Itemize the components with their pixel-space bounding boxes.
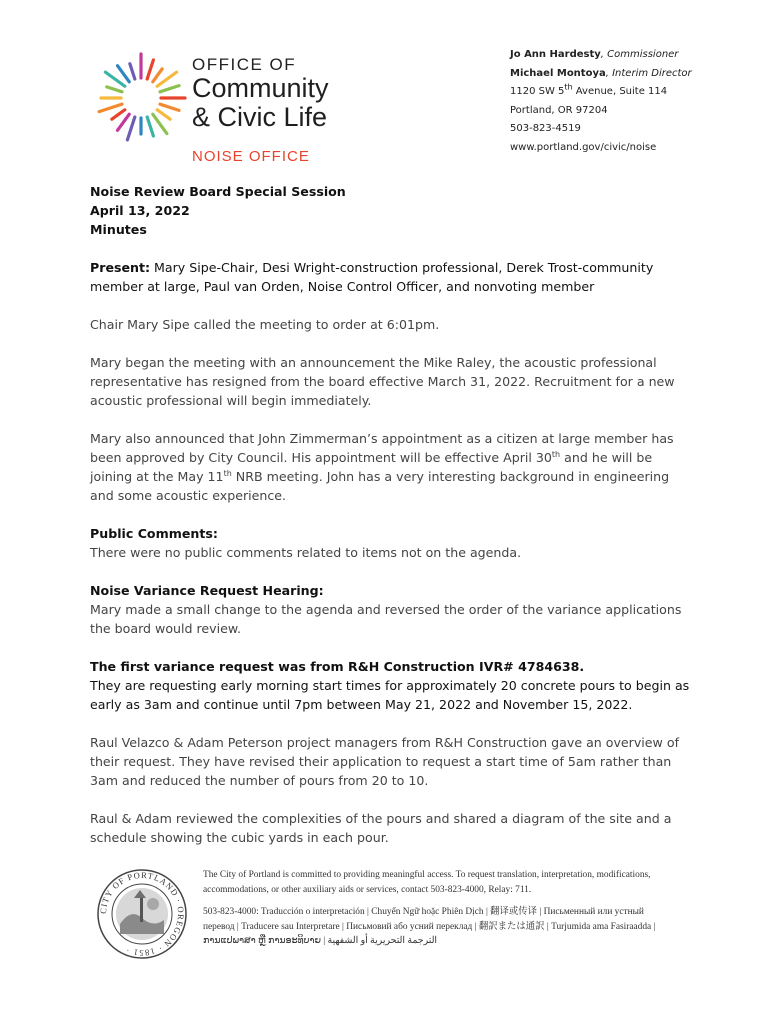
commissioner-name: Jo Ann Hardesty [510, 49, 601, 60]
seal-text: CITY OF PORTLAND · OREGON · 1851 · [97, 869, 187, 959]
director-title: , Interim Director [605, 67, 692, 79]
review-paragraph: Raul & Adam reviewed the complexities of the pours and shared a diagram of the site and a schedule showing the cubic yards in each pour. [90, 811, 672, 845]
first-request-text: They are requesting early morning start times for approximately 20 concrete pours to begin as early as 3am and continue until 7pm between May 21, 2022 and November 15, 2022. [90, 678, 690, 712]
logo-noise-office: NOISE OFFICE [192, 148, 310, 165]
burst-ray [99, 104, 122, 111]
appointment-text-3: NRB meeting. John has a very interesting background in engineering and some acoustic experience. [90, 469, 670, 503]
address-sup: th [564, 82, 573, 92]
first-request-heading: The first variance request was from R&H Construction IVR# 4784638. [90, 659, 585, 674]
burst-ray [117, 114, 129, 130]
public-comments-text: There were no public comments related to items not on the agenda. [90, 545, 522, 560]
burst-ray [117, 66, 129, 82]
doc-subtitle: Minutes [90, 222, 147, 237]
phone-line: 503-823-4519 [510, 123, 581, 134]
burst-ray [157, 110, 170, 119]
city-line: Portland, OR 97204 [510, 104, 608, 116]
overview-paragraph: Raul Velazco & Adam Peterson project managers from R&H Construction gave an overview of their request. They have revised their application to request a start time of 5am rather than 3am and reduced the number of pours from 20 to 10. [90, 735, 679, 788]
doc-title: Noise Review Board Special Session [90, 184, 346, 199]
appointment-text-2: and he will be joining at the May 11 [90, 450, 653, 484]
present-text: Mary Sipe-Chair, Desi Wright-construction professional, Derek Trost-community member at large, Paul van Orden, Noise Control Officer, and nonvoting member [90, 260, 654, 294]
logo-wordmark [192, 56, 329, 132]
burst-ray [127, 117, 134, 140]
doc-date: April 13, 2022 [90, 203, 190, 218]
commissioner-line [510, 46, 692, 65]
burst-ray [107, 87, 122, 92]
hearing-text: Mary made a small change to the agenda and reversed the order of the variance applications the board would review. [90, 602, 682, 636]
burst-ray [147, 60, 153, 79]
address-line [510, 83, 692, 102]
accessibility-footer [203, 868, 673, 949]
commissioner-title: , Commissioner [600, 49, 679, 60]
address-text: 1120 SW 5 [510, 86, 565, 97]
logo-office-of: OFFICE OF [192, 55, 297, 74]
city-seal-icon [96, 868, 188, 960]
appointment-text-1: Mary also announced that John Zimmerman’s appointment as a citizen at large member has been approved by City Council. His appointment will be effective April 30 [90, 431, 674, 465]
appointment-sup-2: th [223, 468, 232, 478]
burst-ray [112, 110, 125, 119]
burst-ray [130, 64, 135, 79]
logo-civic-life: & Civic Life [192, 102, 328, 132]
address-text-end: Avenue, Suite 114 [572, 86, 668, 97]
appointment-sup-1: th [551, 449, 561, 459]
logo-burst-icon [95, 40, 191, 160]
announcement-appointment [90, 429, 690, 505]
contact-block [510, 46, 692, 157]
logo-community: Community [192, 73, 329, 103]
website-link[interactable]: www.portland.gov/civic/noise [510, 141, 657, 153]
present-paragraph [90, 258, 690, 296]
burst-ray [147, 117, 153, 136]
doc-header [90, 182, 690, 239]
announcement-resignation: Mary began the meeting with an announcement the Mike Raley, the acoustic professional representative has resigned from the board effective March 31, 2022. Recruitment for a new acoustic professional will begin immediately. [90, 355, 675, 408]
public-comments-heading: Public Comments: [90, 526, 218, 541]
burst-ray [160, 86, 179, 92]
director-name: Michael Montoya [510, 67, 606, 79]
hearing-heading: Noise Variance Request Hearing: [90, 583, 324, 598]
present-label: Present: [90, 260, 151, 275]
burst-ray [160, 104, 179, 110]
burst-ray [153, 69, 162, 82]
director-line [510, 65, 692, 84]
translation-languages: 503-823-4000: Traducción o interpretación | Chuyển Ngữ hoặc Phiên Dịch | 翻译或传译 | Письменный или устный перевод | Traducere sau Interpretare | Письмовий або усний переклад | 翻訳または通訳 | Turjumida ama Fasiraadda | ການແປພາສາ ຫຼື ການອະທິບາຍ | الترجمة التحريرية أو الشفهية [203, 907, 656, 946]
office-logo [95, 40, 355, 170]
access-statement: The City of Portland is committed to providing meaningful access. To request translation, interpretation, modifications, accommodations, or other auxiliary aids or services, contact 503-823-4000, Relay: 711. [203, 870, 651, 895]
call-to-order: Chair Mary Sipe called the meeting to order at 6:01pm. [90, 317, 440, 332]
minutes-body [90, 182, 690, 847]
